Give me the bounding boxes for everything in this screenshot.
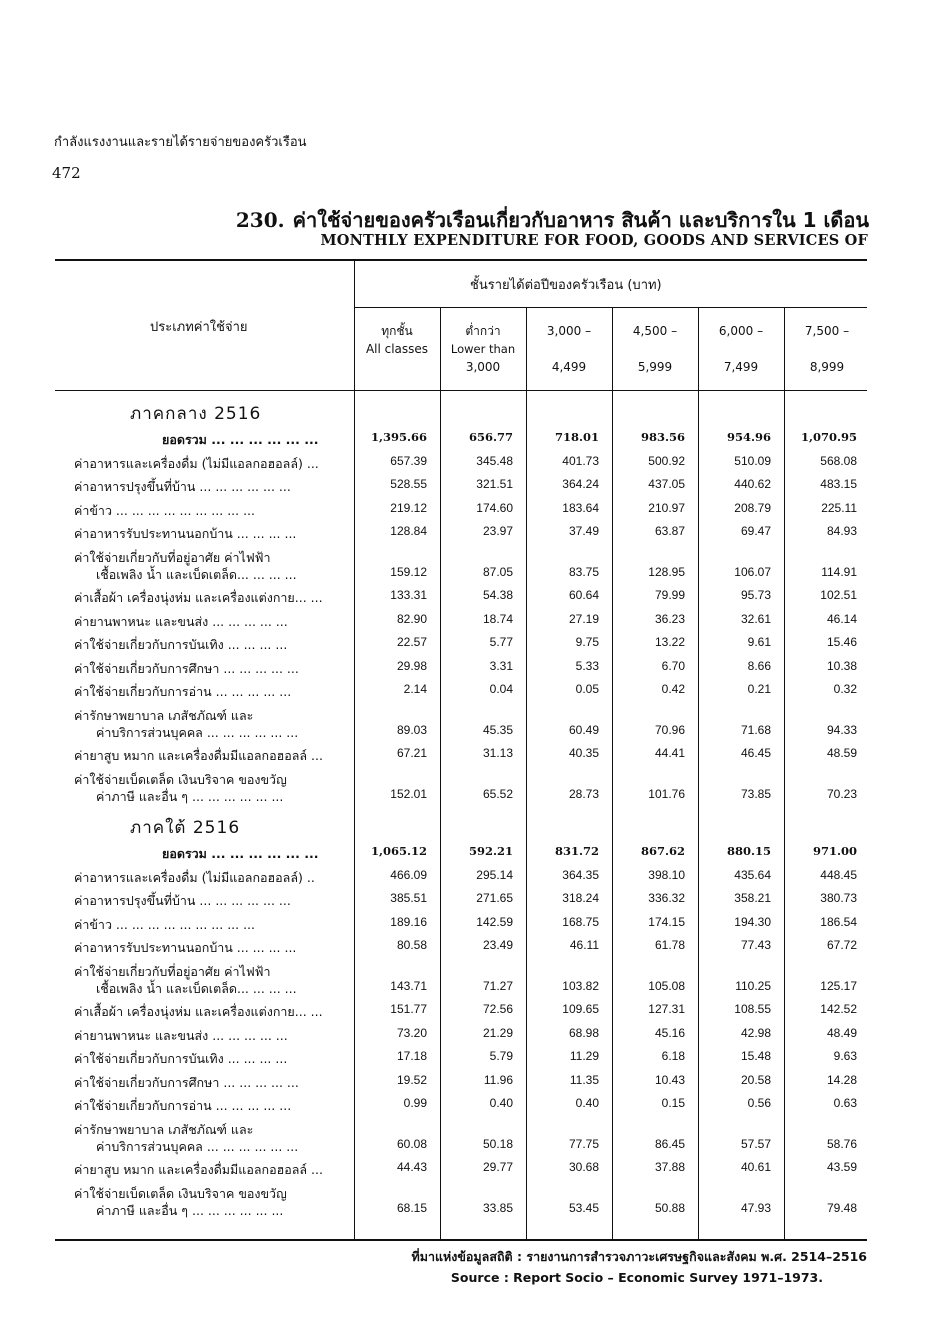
header-bottom-rule — [55, 390, 867, 391]
table-bottom-rule — [55, 1239, 867, 1241]
cell-value: 0.05 — [575, 682, 599, 696]
cell-value: 31.13 — [482, 746, 513, 760]
cell-value: 70.96 — [654, 722, 685, 737]
column-header-line: Lower than — [450, 342, 516, 356]
row-label: ค่าใช้จ่ายเกี่ยวกับที่อยู่อาศัย ค่าไฟฟ้า — [74, 549, 271, 565]
cell-value: 22.57 — [396, 635, 427, 649]
row-label: ค่าอาหารรับประทานนอกบ้าน ... ... ... ... — [74, 940, 297, 955]
column-header-line: 4,499 — [551, 360, 587, 374]
cell-value: 364.24 — [562, 477, 599, 491]
column-header-5 — [699, 322, 783, 376]
cell-value: 43.59 — [826, 1160, 857, 1174]
table-row — [0, 1002, 941, 1024]
row-label: ยอดรวม ... ... ... ... ... ... — [162, 846, 319, 861]
row-label: เชื้อเพลิง น้ำ และเบ็ดเตล็ด... ... ... ... — [96, 980, 297, 996]
cell-value: 29.77 — [482, 1160, 513, 1174]
row-header: ประเภทค่าใช้จ่าย — [150, 320, 248, 335]
row-label: ค่าภาษี และอื่น ๆ ... ... ... ... ... ... — [96, 788, 284, 804]
cell-value: 73.85 — [740, 786, 771, 801]
cell-value: 32.61 — [740, 611, 771, 626]
cell-value: 0.15 — [661, 1096, 685, 1110]
column-header-line — [613, 340, 697, 358]
row-label: ยอดรวม ... ... ... ... ... ... — [162, 432, 319, 447]
cell-value: 657.39 — [390, 453, 427, 468]
cell-value: 108.55 — [734, 1002, 771, 1016]
table-row — [0, 454, 941, 476]
cell-value: 67.72 — [826, 938, 857, 952]
cell-value: 105.08 — [648, 978, 685, 993]
column-header-4 — [613, 322, 697, 376]
table-row — [0, 1201, 941, 1223]
cell-value: 971.00 — [812, 844, 857, 858]
cell-value: 183.64 — [562, 500, 599, 515]
cell-value: 110.25 — [735, 978, 771, 993]
cell-value: 11.96 — [483, 1072, 513, 1087]
row-label: ค่ายาสูบ หมาก และเครื่องดื่มมีแอลกอฮอลล์ ... — [74, 1162, 323, 1177]
cell-value: 68.98 — [568, 1025, 599, 1040]
cell-value: 364.35 — [562, 867, 599, 882]
cell-value: 9.61 — [747, 635, 771, 649]
row-label: ค่าใช้จ่ายเบ็ดเตล็ด เงินบริจาค ของขวัญ — [74, 771, 287, 787]
table-row — [0, 1137, 941, 1159]
cell-value: 73.20 — [396, 1025, 427, 1040]
cell-value: 336.32 — [648, 891, 685, 905]
cell-value: 28.73 — [568, 786, 599, 801]
cell-value: 70.23 — [826, 786, 857, 801]
column-header-line — [699, 340, 783, 358]
cell-value: 84.93 — [826, 524, 857, 538]
cell-value: 592.21 — [468, 844, 513, 858]
cell-value: 318.24 — [562, 891, 599, 905]
table-row — [0, 891, 941, 913]
cell-value: 50.88 — [654, 1200, 685, 1215]
cell-value: 36.23 — [654, 611, 685, 626]
cell-value: 718.01 — [554, 430, 599, 444]
source-english: Source : Report Socio – Economic Survey 1971–1973. — [450, 1270, 823, 1285]
cell-value: 1,065.12 — [370, 844, 427, 858]
cell-value: 102.51 — [820, 588, 857, 602]
column-header-line: 7,500 – — [804, 324, 850, 338]
cell-value: 0.32 — [833, 682, 857, 696]
row-label: ค่าอาหารปรุงขึ้นที่บ้าน ... ... ... ... ... ... — [74, 893, 291, 908]
cell-value: 568.08 — [820, 453, 857, 468]
table-row — [0, 723, 941, 745]
cell-value: 47.93 — [740, 1200, 771, 1215]
row-label: ค่าใช้จ่ายเกี่ยวกับที่อยู่อาศัย ค่าไฟฟ้า — [74, 963, 271, 979]
row-label: ค่าเสื้อผ้า เครื่องนุ่งห่ม และเครื่องแต่งกาย... ... — [74, 590, 323, 605]
cell-value: 23.97 — [482, 524, 513, 538]
group-header: ชั้นรายได้ต่อปีของครัวเรือน (บาท) — [470, 278, 662, 293]
cell-value: 58.76 — [826, 1136, 857, 1151]
cell-value: 5.79 — [489, 1049, 513, 1063]
cell-value: 40.61 — [740, 1160, 771, 1174]
cell-value: 174.60 — [476, 500, 513, 515]
cell-value: 67.21 — [396, 746, 427, 760]
cell-value: 15.48 — [740, 1049, 771, 1063]
cell-value: 109.65 — [562, 1002, 599, 1016]
table-row — [0, 1160, 941, 1182]
cell-value: 95.73 — [740, 588, 771, 602]
cell-value: 83.75 — [568, 564, 599, 579]
table-top-rule — [55, 259, 867, 261]
table-row — [0, 868, 941, 890]
cell-value: 60.49 — [568, 722, 599, 737]
cell-value: 466.09 — [390, 867, 427, 882]
cell-value: 46.45 — [740, 746, 771, 760]
source-thai: ที่มาแห่งข้อมูลสถิติ : รายงานการสำรวจภาวะเศรษฐกิจและสังคม พ.ศ. 2514–2516 — [411, 1249, 867, 1264]
cell-value: 0.99 — [403, 1096, 427, 1110]
cell-value: 151.77 — [390, 1002, 427, 1016]
table-row — [0, 659, 941, 681]
table-row — [0, 938, 941, 960]
cell-value: 152.01 — [390, 786, 427, 801]
table-row — [0, 635, 941, 657]
table-row — [0, 501, 941, 523]
cell-value: 19.52 — [396, 1072, 427, 1087]
cell-value: 9.63 — [833, 1049, 857, 1063]
cell-value: 40.35 — [568, 746, 599, 760]
row-label: ค่าอาหารปรุงขึ้นที่บ้าน ... ... ... ... ... ... — [74, 479, 291, 494]
row-label: เชื้อเพลิง น้ำ และเบ็ดเตล็ด... ... ... ... — [96, 566, 297, 582]
column-header-line: 8,999 — [809, 360, 845, 374]
row-label: ค่าบริการส่วนบุคคล ... ... ... ... ... ... — [96, 724, 299, 740]
cell-value: 61.78 — [654, 938, 685, 952]
cell-value: 159.12 — [390, 564, 427, 579]
cell-value: 27.19 — [568, 611, 599, 626]
cell-value: 42.98 — [740, 1025, 771, 1040]
page-number: 472 — [52, 164, 81, 182]
cell-value: 8.66 — [747, 658, 771, 673]
column-header-line: ทุกชั้น — [381, 324, 413, 338]
cell-value: 321.51 — [476, 477, 513, 491]
cell-value: 13.22 — [654, 635, 685, 649]
table-row — [0, 565, 941, 587]
cell-value: 18.74 — [482, 611, 513, 626]
column-header-1 — [355, 322, 439, 376]
cell-value: 21.29 — [482, 1025, 513, 1040]
table-row — [0, 1096, 941, 1118]
row-label: ค่าอาหารและเครื่องดื่ม (ไม่มีแอลกอฮอลล์) ... — [74, 455, 319, 471]
row-label: ค่าใช้จ่ายเกี่ยวกับการอ่าน ... ... ... ... ... — [74, 1098, 292, 1113]
cell-value: 45.35 — [482, 722, 513, 737]
cell-value: 94.33 — [826, 722, 857, 737]
cell-value: 44.43 — [396, 1160, 427, 1174]
cell-value: 2.14 — [403, 682, 427, 696]
cell-value: 385.51 — [390, 891, 427, 905]
cell-value: 30.68 — [568, 1160, 599, 1174]
cell-value: 867.62 — [640, 844, 685, 858]
column-header-line: 6,000 – — [718, 324, 764, 338]
cell-value: 435.64 — [734, 867, 771, 882]
cell-value: 46.14 — [826, 611, 857, 626]
cell-value: 437.05 — [648, 477, 685, 491]
table-title-english: MONTHLY EXPENDITURE FOR FOOD, GOODS AND SERVICES OF — [320, 232, 868, 249]
table-row — [0, 1073, 941, 1095]
row-label: ค่ารักษาพยาบาล เภสัชภัณฑ์ และ — [74, 707, 254, 723]
table-row — [0, 682, 941, 704]
cell-value: 0.21 — [747, 682, 771, 696]
cell-value: 133.31 — [390, 588, 427, 602]
cell-value: 6.18 — [661, 1049, 685, 1063]
table-row — [0, 979, 941, 1001]
row-label: ค่าใช้จ่ายเกี่ยวกับการอ่าน ... ... ... ... ... — [74, 684, 292, 699]
cell-value: 345.48 — [476, 453, 513, 468]
cell-value: 210.97 — [648, 500, 685, 515]
cell-value: 10.38 — [826, 658, 857, 673]
cell-value: 194.30 — [734, 914, 771, 929]
cell-value: 142.52 — [820, 1002, 857, 1016]
cell-value: 29.98 — [396, 658, 427, 673]
cell-value: 208.79 — [734, 500, 771, 515]
cell-value: 0.04 — [489, 682, 513, 696]
column-header-line — [355, 358, 439, 376]
cell-value: 69.47 — [740, 524, 771, 538]
column-header-line — [785, 340, 869, 358]
cell-value: 68.15 — [396, 1200, 427, 1215]
cell-value: 20.58 — [740, 1072, 771, 1087]
cell-value: 65.52 — [482, 786, 513, 801]
running-header: กำลังแรงงานและรายได้รายจ่ายของครัวเรือน — [54, 135, 307, 150]
cell-value: 57.57 — [740, 1136, 771, 1151]
cell-value: 82.90 — [396, 611, 427, 626]
row-label: ค่ายานพาหนะ และขนส่ง ... ... ... ... ... — [74, 1027, 288, 1043]
cell-value: 656.77 — [468, 430, 513, 444]
cell-value: 0.40 — [489, 1096, 513, 1110]
cell-value: 37.88 — [654, 1160, 685, 1174]
table-row — [0, 844, 941, 866]
cell-value: 11.35 — [569, 1072, 599, 1087]
cell-value: 79.99 — [654, 588, 685, 602]
cell-value: 48.59 — [826, 746, 857, 760]
cell-value: 63.87 — [654, 524, 685, 538]
row-label: ค่าใช้จ่ายเกี่ยวกับการบันเทิง ... ... ... ... — [74, 1051, 288, 1066]
cell-value: 143.71 — [390, 978, 427, 993]
cell-value: 11.29 — [569, 1049, 599, 1063]
cell-value: 174.15 — [648, 914, 685, 929]
row-label: ค่ายาสูบ หมาก และเครื่องดื่มมีแอลกอฮอลล์ ... — [74, 748, 323, 763]
cell-value: 72.56 — [482, 1002, 513, 1016]
column-header-line: ต่ำกว่า — [465, 324, 501, 338]
cell-value: 128.84 — [390, 524, 427, 538]
row-label: ค่ายานพาหนะ และขนส่ง ... ... ... ... ... — [74, 613, 288, 629]
cell-value: 14.28 — [826, 1072, 857, 1087]
table-row — [0, 588, 941, 610]
cell-value: 142.59 — [476, 914, 513, 929]
table-row — [0, 477, 941, 499]
table-row — [0, 612, 941, 634]
cell-value: 127.31 — [648, 1002, 685, 1016]
cell-value: 983.56 — [640, 430, 685, 444]
row-label: ค่าใช้จ่ายเกี่ยวกับการศึกษา ... ... ... ... ... — [74, 1074, 299, 1090]
section-heading: ภาคใต้ 2516 — [130, 818, 241, 838]
cell-value: 15.46 — [826, 635, 857, 649]
cell-value: 101.76 — [648, 786, 685, 801]
cell-value: 271.65 — [476, 891, 513, 905]
table-row — [0, 1026, 941, 1048]
cell-value: 44.41 — [654, 746, 685, 760]
column-header-3 — [527, 322, 611, 376]
table-title-thai-text: ค่าใช้จ่ายของครัวเรือนเกี่ยวกับอาหาร สินค้า และบริการใน 1 เดือน — [292, 208, 869, 232]
cell-value: 0.40 — [575, 1096, 599, 1110]
cell-value: 60.64 — [568, 588, 599, 602]
cell-value: 295.14 — [476, 867, 513, 882]
cell-value: 37.49 — [568, 524, 599, 538]
cell-value: 186.54 — [820, 914, 857, 929]
row-label: ค่าภาษี และอื่น ๆ ... ... ... ... ... ... — [96, 1202, 284, 1218]
cell-value: 1,395.66 — [370, 430, 427, 444]
cell-value: 125.17 — [820, 978, 857, 993]
cell-value: 54.38 — [482, 588, 513, 602]
cell-value: 106.07 — [734, 564, 771, 579]
table-row — [0, 915, 941, 937]
cell-value: 17.18 — [396, 1049, 427, 1063]
cell-value: 510.09 — [734, 453, 771, 468]
cell-value: 528.55 — [390, 477, 427, 491]
cell-value: 954.96 — [726, 430, 771, 444]
cell-value: 6.70 — [661, 658, 685, 673]
cell-value: 5.77 — [489, 635, 513, 649]
cell-value: 398.10 — [648, 867, 685, 882]
cell-value: 46.11 — [569, 938, 599, 952]
cell-value: 225.11 — [821, 500, 857, 515]
cell-value: 48.49 — [826, 1025, 857, 1040]
cell-value: 3.31 — [489, 658, 513, 673]
column-header-line: 3,000 – — [546, 324, 592, 338]
row-label: ค่าอาหารและเครื่องดื่ม (ไม่มีแอลกอฮอลล์) .. — [74, 869, 315, 885]
cell-value: 80.58 — [396, 938, 427, 952]
cell-value: 1,070.95 — [800, 430, 857, 444]
cell-value: 448.45 — [820, 867, 857, 882]
cell-value: 500.92 — [648, 453, 685, 468]
row-label: ค่าเสื้อผ้า เครื่องนุ่งห่ม และเครื่องแต่งกาย... ... — [74, 1004, 323, 1019]
cell-value: 60.08 — [396, 1136, 427, 1151]
cell-value: 45.16 — [654, 1025, 685, 1040]
cell-value: 880.15 — [726, 844, 771, 858]
cell-value: 168.75 — [562, 914, 599, 929]
column-header-line: 4,500 – — [632, 324, 678, 338]
cell-value: 77.43 — [740, 938, 771, 952]
cell-value: 5.33 — [575, 658, 599, 673]
cell-value: 483.15 — [820, 477, 857, 491]
table-row — [0, 430, 941, 452]
cell-value: 86.45 — [654, 1136, 685, 1151]
row-label: ค่าข้าว ... ... ... ... ... ... ... ... ... — [74, 916, 256, 932]
cell-value: 53.45 — [568, 1200, 599, 1215]
cell-value: 33.85 — [482, 1200, 513, 1215]
cell-value: 219.12 — [390, 500, 427, 515]
cell-value: 0.63 — [833, 1096, 857, 1110]
cell-value: 380.73 — [820, 891, 857, 905]
row-label: ค่ารักษาพยาบาล เภสัชภัณฑ์ และ — [74, 1121, 254, 1137]
cell-value: 50.18 — [482, 1136, 513, 1151]
column-header-2 — [441, 322, 525, 376]
cell-value: 831.72 — [554, 844, 599, 858]
cell-value: 87.05 — [482, 564, 513, 579]
table-row — [0, 746, 941, 768]
section-heading: ภาคกลาง 2516 — [130, 404, 262, 424]
cell-value: 189.16 — [390, 914, 427, 929]
cell-value: 89.03 — [396, 722, 427, 737]
column-header-6 — [785, 322, 869, 376]
table-row — [0, 787, 941, 809]
cell-value: 0.42 — [661, 682, 685, 696]
cell-value: 401.73 — [562, 453, 599, 468]
table-row — [0, 524, 941, 546]
row-label: ค่าใช้จ่ายเบ็ดเตล็ด เงินบริจาค ของขวัญ — [74, 1185, 287, 1201]
column-header-line: All classes — [365, 342, 429, 356]
column-header-line: 3,000 — [465, 360, 501, 374]
row-label: ค่าอาหารรับประทานนอกบ้าน ... ... ... ... — [74, 526, 297, 541]
cell-value: 114.91 — [821, 564, 857, 579]
group-header-rule — [355, 307, 867, 308]
row-label: ค่าใช้จ่ายเกี่ยวกับการบันเทิง ... ... ... ... — [74, 637, 288, 652]
table-row — [0, 1049, 941, 1071]
cell-value: 23.49 — [482, 938, 513, 952]
cell-value: 358.21 — [734, 891, 771, 905]
cell-value: 71.27 — [482, 978, 513, 993]
column-header-line — [527, 340, 611, 358]
cell-value: 77.75 — [568, 1136, 599, 1151]
cell-value: 128.95 — [648, 564, 685, 579]
cell-value: 79.48 — [826, 1200, 857, 1215]
cell-value: 103.82 — [562, 978, 599, 993]
cell-value: 440.62 — [734, 477, 771, 491]
column-header-line: 7,499 — [723, 360, 759, 374]
column-header-line: 5,999 — [637, 360, 673, 374]
cell-value: 10.43 — [654, 1072, 685, 1087]
cell-value: 9.75 — [575, 635, 599, 649]
row-label: ค่าข้าว ... ... ... ... ... ... ... ... ... — [74, 502, 256, 518]
row-label: ค่าใช้จ่ายเกี่ยวกับการศึกษา ... ... ... ... ... — [74, 660, 299, 676]
cell-value: 0.56 — [747, 1096, 771, 1110]
table-number: 230. — [235, 208, 285, 232]
cell-value: 71.68 — [740, 722, 771, 737]
row-label: ค่าบริการส่วนบุคคล ... ... ... ... ... ... — [96, 1138, 299, 1154]
